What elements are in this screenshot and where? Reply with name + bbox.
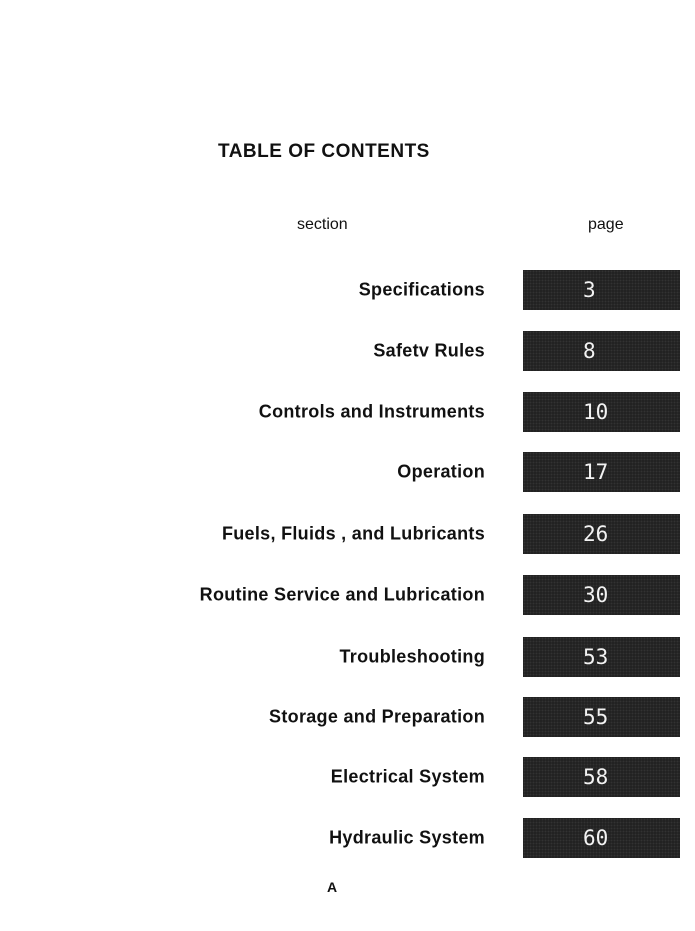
toc-entry-label: Specifications — [358, 279, 485, 300]
toc-entry-label: Storage and Preparation — [269, 706, 485, 727]
toc-entry-hydraulic-system[interactable] — [0, 818, 695, 858]
toc-entry-label: Routine Service and Lubrication — [199, 584, 485, 605]
toc-entry-page-number: 58 — [523, 757, 680, 797]
toc-entry-page-number: 17 — [523, 452, 680, 492]
toc-entry-operation[interactable] — [0, 452, 695, 492]
toc-entry-label: Troubleshooting — [339, 646, 485, 667]
toc-entry-electrical-system[interactable] — [0, 757, 695, 797]
section-column-header: section — [297, 216, 348, 233]
toc-entry-label: Fuels, Fluids , and Lubricants — [221, 523, 485, 544]
toc-entry-specifications[interactable] — [0, 270, 695, 310]
toc-entry-page-number: 8 — [523, 331, 680, 371]
toc-entry-label: Electrical System — [330, 766, 485, 787]
toc-entry-label: Operation — [397, 461, 485, 482]
toc-entry-page-number: 30 — [523, 575, 680, 615]
toc-entry-safety-rules[interactable] — [0, 331, 695, 371]
toc-entry-storage-and-preparation[interactable] — [0, 697, 695, 737]
toc-entry-page-number: 53 — [523, 637, 680, 677]
toc-entry-label: Safetv Rules — [373, 340, 485, 361]
toc-entry-controls-and-instruments[interactable] — [0, 392, 695, 432]
page-footer-letter: A — [327, 879, 338, 895]
toc-entry-page-number: 55 — [523, 697, 680, 737]
page-title: TABLE OF CONTENTS — [218, 141, 430, 162]
toc-entry-page-number: 3 — [523, 270, 680, 310]
toc-entry-fuels-fluids-lubricants[interactable] — [0, 514, 695, 554]
toc-entry-page-number: 10 — [523, 392, 680, 432]
toc-entry-page-number: 26 — [523, 514, 680, 554]
toc-entry-routine-service[interactable] — [0, 575, 695, 615]
toc-entry-label: Hydraulic System — [329, 827, 485, 848]
toc-entry-page-number: 60 — [523, 818, 680, 858]
toc-entry-label: Controls and Instruments — [258, 401, 485, 422]
toc-entry-troubleshooting[interactable] — [0, 637, 695, 677]
page-column-header: page — [588, 216, 624, 233]
